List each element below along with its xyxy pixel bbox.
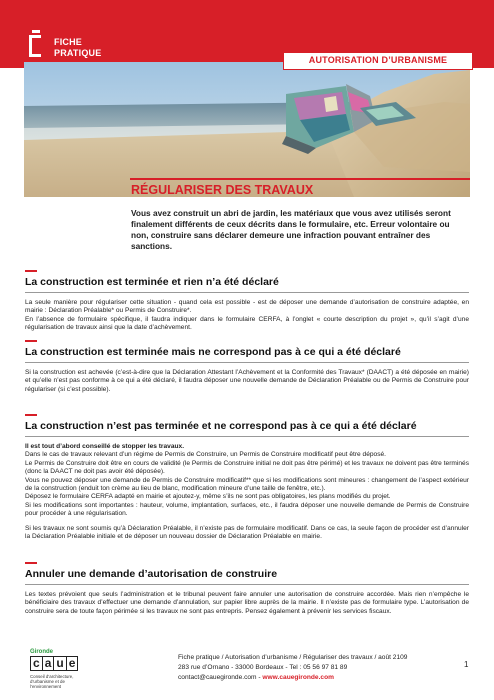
caue-logo-icon bbox=[29, 30, 43, 58]
caue-letter: c bbox=[30, 656, 43, 671]
section-terminee-non-declaree bbox=[25, 270, 469, 333]
footer bbox=[0, 646, 494, 700]
fiche-label: FICHE bbox=[54, 37, 82, 47]
caue-letter: u bbox=[54, 656, 66, 671]
pratique-label: PRATIQUE bbox=[54, 48, 102, 58]
section-heading: Annuler une demande d’autorisation de construire bbox=[25, 568, 469, 585]
section-paragraph: Si la construction est achevée (c’est-à-dire que la Déclaration Attestant l’Achèvement et la Conformité des Travaux* (DAACT) a été déposée en mairie) et qu’elle n’est pas conforme à ce qui a été déclaré, il faudra déposer une nouvelle demande de Déclaration Préalable ou de Permis de Construire pour régulariser (si c’est possible). bbox=[25, 369, 469, 393]
section-paragraph: Si les modifications sont importantes : hauteur, volume, implantation, surfaces, etc., il faudra déposer une nouvelle demande de Permis de Construire pour procéder à une régularisation. bbox=[25, 501, 469, 518]
intro-text: Vous avez construit un abri de jardin, les matériaux que vous avez utilisés seront finalement différents de ceux décrits dans le formulaire, etc. Erreur volontaire ou non, construire sans déclarer demeure une infraction pouvant entraîner des sanctions. bbox=[131, 208, 451, 251]
document-type-label bbox=[54, 37, 101, 59]
cover-photo bbox=[24, 62, 470, 197]
section-paragraph: La seule manière pour régulariser cette situation - quand cela est possible - est de déposer une demande d’autorisation de construire adaptée, en mairie : Déclaration Préalable* ou Permis de Construire*. bbox=[25, 299, 469, 315]
section-mark bbox=[25, 340, 37, 342]
section-heading: La construction n’est pas terminée et ne correspond pas à ce qui a été déclaré bbox=[25, 420, 469, 437]
footer-email[interactable]: contact@cauegironde.com - bbox=[178, 674, 263, 681]
category-badge: AUTORISATION D’URBANISME bbox=[283, 52, 473, 70]
section-mark bbox=[25, 562, 37, 564]
caue-region-label: Gironde bbox=[30, 649, 54, 655]
section-non-terminee-non-conforme bbox=[25, 414, 469, 541]
footer-doc-reference: Fiche pratique / Autorisation d’urbanisme / Régulariser des travaux / août 2109 bbox=[178, 654, 408, 661]
page-number: 1 bbox=[464, 660, 469, 669]
section-paragraph: Les textes prévoient que seuls l’administration et le tribunal peuvent faire annuler une autorisation de construire accordée. Mais rien n’empêche le bénéficiaire des travaux d’effectuer une demande d’annulation, sur papier libre auprès de la mairie. Il n’existe pas de formulaire type. L’autorisation de construire sera de toute façon périmée si les travaux ne sont pas entrepris. Pensez également à prévenir les services fiscaux. bbox=[25, 591, 469, 615]
caue-full-name: Conseil d’architecture, d’urbanisme et de l’environnement bbox=[30, 674, 74, 690]
section-heading: La construction est terminée mais ne correspond pas à ce qui a été déclaré bbox=[25, 346, 469, 363]
section-mark bbox=[25, 270, 37, 272]
section-lead: Il est tout d’abord conseillé de stopper les travaux. bbox=[25, 443, 185, 450]
caue-logo bbox=[30, 656, 78, 671]
section-paragraph: Le Permis de Construire doit être en cours de validité (le Permis de Construire initial ne doit pas être périmé) et les travaux ne doivent pas être terminés (donc la DAACT ne doit pas avoir été déposée). bbox=[25, 459, 469, 476]
section-heading: La construction est terminée et rien n’a été déclaré bbox=[25, 276, 469, 293]
caue-letter: e bbox=[67, 656, 79, 671]
footer-address: 283 rue d’Ornano - 33000 Bordeaux - Tel : 05 56 97 81 89 bbox=[178, 664, 348, 671]
section-paragraph: Déposez le formulaire CERFA adapté en mairie et ajoutez-y, même s’ils ne sont pas obligatoires, les plans modifiés du projet. bbox=[25, 493, 391, 501]
section-paragraph: Si les travaux ne sont soumis qu’à Déclaration Préalable, il n’existe pas de formulaire modificatif. Dans ce cas, la seule façon de procéder est d’annuler la Déclaration Préalable initiale et de déposer un nouveau dossier de Déclaration Préalable en mairie. bbox=[25, 524, 469, 541]
page-title: RÉGULARISER DES TRAVAUX bbox=[131, 183, 314, 197]
footer-contact bbox=[178, 674, 334, 681]
section-terminee-non-conforme bbox=[25, 340, 469, 394]
section-paragraph: En l’absence de formulaire spécifique, il faudra indiquer dans le formulaire CERFA, à l’onglet « courte description du projet », qu’il s’agit d’une régularisation de travaux ainsi que la date d’achèvement. bbox=[25, 315, 469, 332]
coastal-bunker-photo bbox=[24, 62, 470, 197]
title-rule bbox=[130, 178, 470, 180]
section-paragraph: Vous ne pouvez déposer une demande de Permis de Construire modificatif** que si les modifications sont mineures : changement de l’aspect extérieur de la construction (enduit ton crème au lieu de blanc, modification mineure d’une taille de fenêtre, etc.). bbox=[25, 476, 469, 493]
section-paragraph: Dans le cas de travaux relevant d’un régime de Permis de Construire, un Permis de Construire modificatif peut être déposé. bbox=[25, 451, 387, 459]
section-mark bbox=[25, 414, 37, 416]
caue-letter: a bbox=[43, 656, 55, 671]
section-annuler-demande bbox=[25, 562, 469, 616]
footer-website-link[interactable]: www.cauegironde.com bbox=[262, 674, 334, 681]
